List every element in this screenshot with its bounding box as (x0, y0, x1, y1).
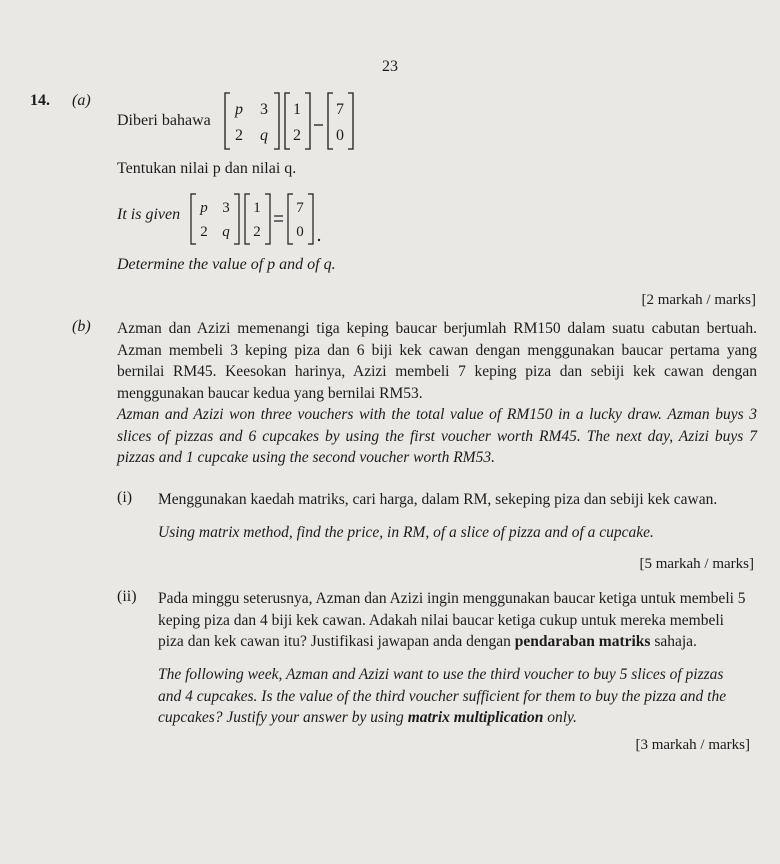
en-matrix-a-r1c2: 3 (222, 200, 230, 216)
en-vector-c-r1: 7 (296, 200, 304, 216)
part-a-label: (a) (72, 92, 91, 109)
task-malay: Tentukan nilai p dan nilai q. (117, 160, 297, 177)
matrix-a-r1c2: 3 (260, 101, 268, 118)
sub-i-malay: Menggunakan kaedah matriks, cari harga, dalam RM, sekeping piza dan sebiji kek cawan. (158, 491, 718, 508)
matrix-equation-malay (222, 88, 362, 154)
en-matrix-a-r1c1: p (200, 200, 208, 216)
matrix-a-r2c2: q (260, 127, 268, 144)
sub-ii-english-end: only. (543, 709, 577, 726)
vector-c-r2: 0 (336, 127, 344, 144)
sub-ii-marks: [3 markah / marks] (635, 737, 750, 753)
given-malay: Diberi bahawa (117, 112, 211, 129)
sub-i-english: Using matrix method, find the price, in RM, of a slice of pizza and of a cupcake. (158, 524, 654, 541)
sub-ii-malay (158, 588, 748, 653)
question-number: 14. (30, 92, 50, 109)
part-b-intro-english: Azman and Azizi won three vouchers with the total value of RM150 in a lucky draw. Azman buys 3 slices of pizzas and 6 cupcakes by using the first voucher worth RM45. The next day, Azizi buys 7 pizzas and 1 cupcake using the second voucher worth RM53. (117, 406, 757, 466)
en-vector-b-r1: 1 (253, 200, 261, 216)
page-number: 23 (382, 58, 398, 75)
en-matrix-a-r2c2: q (222, 224, 230, 240)
matrix-a-r1c1: p (235, 101, 243, 118)
matrix-a-r2c1: 2 (235, 127, 243, 144)
sub-ii-english (158, 664, 748, 729)
matrix-equation-english (188, 190, 328, 248)
vector-b-r2: 2 (293, 127, 301, 144)
sub-ii-label: (ii) (117, 588, 137, 605)
part-b-intro-malay: Azman dan Azizi memenangi tiga keping baucar berjumlah RM150 dalam suatu cabutan bertuah. Azman membeli 3 keping piza dan 6 biji kek cawan dengan menggunakan baucar pertama yang bernilai RM45. Keesokan harinya, Azizi membeli 7 keping piza dan sebiji kek cawan dengan menggunakan baucar kedua yang bernilai RM53. (117, 320, 757, 402)
part-b-label: (b) (72, 318, 91, 335)
sub-ii-malay-bold: pendaraban matriks (514, 633, 651, 650)
vector-c-r1: 7 (336, 101, 344, 118)
sub-ii-malay-end: sahaja. (650, 633, 697, 650)
sub-ii-malay-text: Pada minggu seterusnya, Azman dan Azizi ingin menggunakan baucar ketiga untuk membeli 5 keping piza dan 4 biji kek cawan. Adakah nilai baucar ketiga cukup untuk mereka membeli piza dan kek cawan itu? Justifikasi jawapan anda dengan (158, 590, 746, 650)
sub-ii-english-text: The following week, Azman and Azizi want to use the third voucher to buy 5 slices of pizzas and 4 cupcakes. Is the value of the third voucher sufficient for them to buy the pizza and the cupcakes? Justify your answer by using (158, 666, 727, 726)
sub-i-marks: [5 markah / marks] (639, 556, 754, 572)
task-english: Determine the value of p and of q. (117, 256, 336, 273)
given-english: It is given (117, 206, 181, 223)
en-vector-c-r2: 0 (296, 224, 304, 240)
vector-b-r1: 1 (293, 101, 301, 118)
en-vector-b-r2: 2 (253, 224, 261, 240)
en-matrix-a-r2c1: 2 (200, 224, 208, 240)
sub-i-label: (i) (117, 489, 133, 506)
part-a-marks: [2 markah / marks] (641, 292, 756, 308)
sub-ii-english-bold: matrix multiplication (407, 709, 544, 726)
